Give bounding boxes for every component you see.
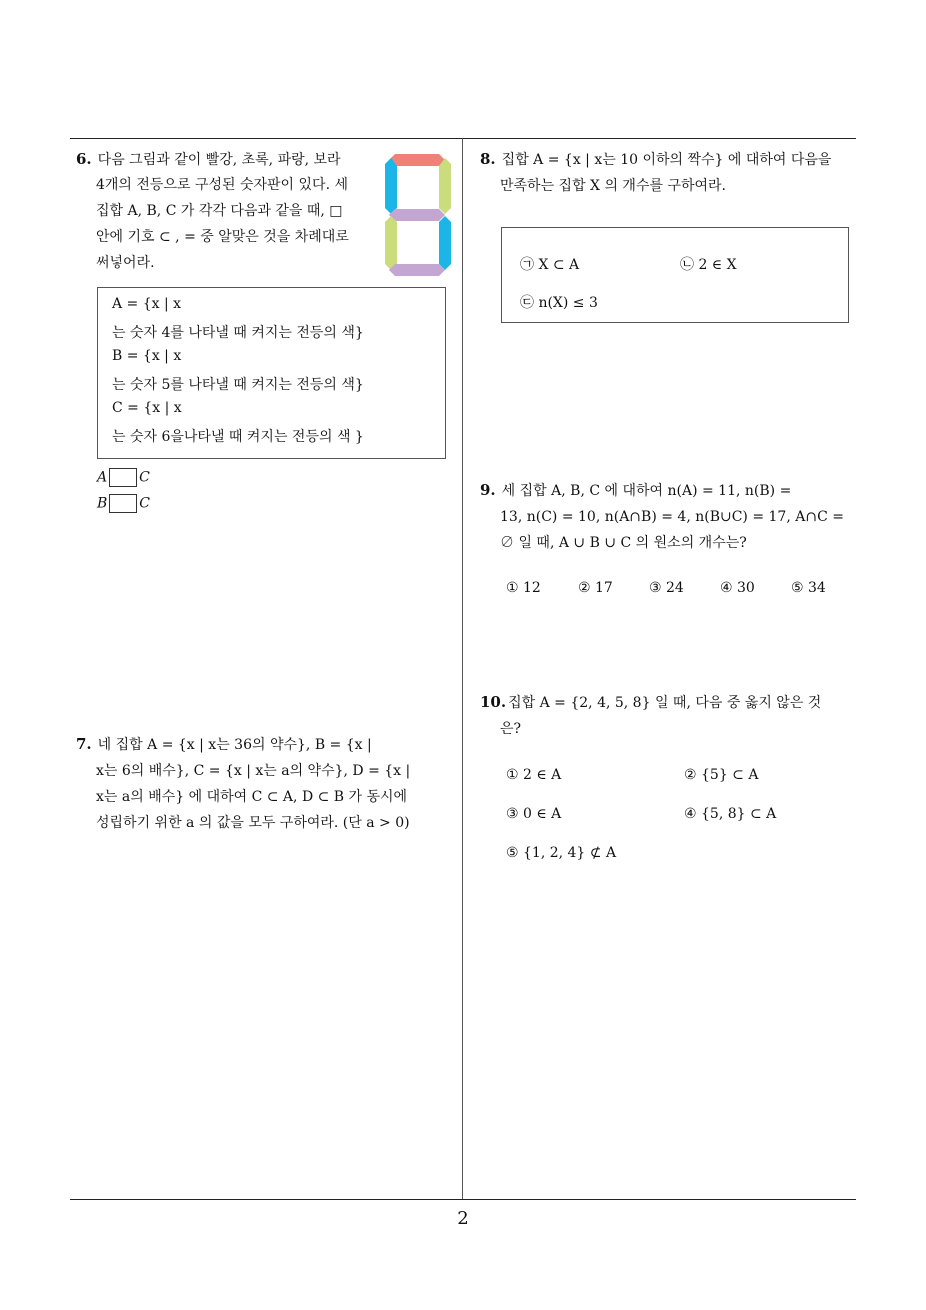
option-3[interactable]: ③ 24 <box>649 580 684 596</box>
segment-red <box>389 154 445 166</box>
option-5[interactable]: ⑤ {1, 2, 4} ⊄ A <box>506 845 617 861</box>
box-line: C = {x | x <box>112 400 182 416</box>
option-2[interactable]: ② {5} ⊂ A <box>684 767 759 783</box>
question-number: 7. <box>76 735 92 753</box>
question-line: ∅ 일 때, A ∪ B ∪ C 의 원소의 개수는? <box>500 535 747 551</box>
question-line: 세 집합 A, B, C 에 대하여 n(A) = 11, n(B) = <box>501 483 792 499</box>
condition-box <box>501 227 849 323</box>
answer-left-set: A <box>97 469 108 486</box>
answer-row-1 <box>97 468 150 487</box>
question-6 <box>76 146 376 276</box>
answer-blank-1[interactable] <box>109 468 137 487</box>
segment-green-top-right <box>439 158 451 214</box>
condition-1: ㉠ X ⊂ A <box>520 257 580 273</box>
question-line: 써넣어라. <box>96 255 155 271</box>
question-line: 네 집합 A = {x | x는 36의 약수}, B = {x | <box>97 737 372 753</box>
question-number: 6. <box>76 150 92 168</box>
question-7 <box>76 731 460 836</box>
set-definition-box <box>97 287 446 459</box>
option-5[interactable]: ⑤ 34 <box>791 580 826 596</box>
question-line: 만족하는 집합 X 의 개수를 구하여라. <box>500 178 727 194</box>
answer-row-2 <box>97 494 150 513</box>
question-number: 10. <box>480 693 507 711</box>
question-10 <box>480 689 864 742</box>
question-8 <box>480 146 860 199</box>
box-line: A = {x | x <box>112 296 182 312</box>
bottom-rule <box>70 1199 856 1200</box>
box-line: 는 숫자 4를 나타낼 때 켜지는 전등의 색} <box>112 325 364 341</box>
segment-purple-middle <box>389 209 445 221</box>
page-number: 2 <box>457 1208 469 1229</box>
question-line: x는 a의 배수} 에 대하여 C ⊂ A, D ⊂ B 가 동시에 <box>96 789 408 805</box>
question-line: 4개의 전등으로 구성된 숫자판이 있다. 세 <box>96 177 348 193</box>
column-divider <box>462 138 463 1200</box>
question-line: 13, n(C) = 10, n(A∩B) = 4, n(B∪C) = 17, A∩C = <box>500 509 844 525</box>
box-line: 는 숫자 5를 나타낼 때 켜지는 전등의 색} <box>112 377 364 393</box>
answer-left-set: B <box>97 495 108 512</box>
question-line: 다음 그림과 같이 빨강, 초록, 파랑, 보라 <box>97 152 341 168</box>
option-1[interactable]: ① 12 <box>506 580 541 596</box>
question-number: 8. <box>480 150 496 168</box>
condition-3: ㉢ n(X) ≤ 3 <box>520 295 598 311</box>
box-line: 는 숫자 6을나타낼 때 켜지는 전등의 색 } <box>112 429 364 445</box>
box-line: B = {x | x <box>112 348 182 364</box>
option-4[interactable]: ④ {5, 8} ⊂ A <box>684 806 777 822</box>
segment-blue-top-left <box>385 158 397 214</box>
question-line: 안에 기호 ⊂ , = 중 알맞은 것을 차례대로 <box>96 229 349 245</box>
question-line: 은? <box>500 721 522 737</box>
answer-right-set: C <box>139 495 151 512</box>
question-line: 집합 A, B, C 가 각각 다음과 같을 때, □ <box>96 203 343 219</box>
segment-purple-bottom <box>389 264 445 276</box>
top-rule <box>70 138 856 139</box>
segment-blue-bottom-right <box>439 216 451 270</box>
condition-2: ㉡ 2 ∈ X <box>680 257 737 273</box>
answer-right-set: C <box>139 469 150 486</box>
segment-green-bottom-left <box>385 216 397 270</box>
option-4[interactable]: ④ 30 <box>720 580 755 596</box>
question-number: 9. <box>480 481 496 499</box>
digit-display-figure <box>383 152 453 278</box>
option-2[interactable]: ② 17 <box>578 580 613 596</box>
question-line: x는 6의 배수}, C = {x | x는 a의 약수}, D = {x | <box>96 763 411 779</box>
option-3[interactable]: ③ 0 ∈ A <box>506 806 562 822</box>
question-9 <box>480 477 864 556</box>
answer-blank-2[interactable] <box>109 494 137 513</box>
option-1[interactable]: ① 2 ∈ A <box>506 767 562 783</box>
question-line: 집합 A = {x | x는 10 이하의 짝수} 에 대하여 다음을 <box>501 152 832 168</box>
question-line: 집합 A = {2, 4, 5, 8} 일 때, 다음 중 옳지 않은 것 <box>508 695 822 711</box>
question-line: 성립하기 위한 a 의 값을 모두 구하여라. (단 a > 0) <box>96 815 410 831</box>
